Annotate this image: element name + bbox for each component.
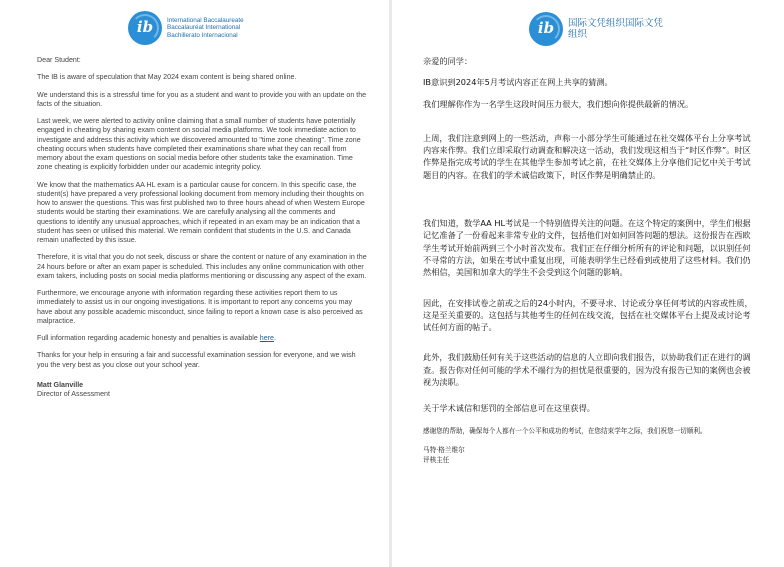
full-info-line: Full information regarding academic honesty and penalties is available here.	[37, 334, 276, 342]
paragraph: The IB is aware of speculation that May 2024 exam content is being shared online.	[37, 73, 297, 82]
english-letter-page	[0, 0, 389, 567]
paragraph: Furthermore, we encourage anyone with information regarding these activities report them to us immediately to assist us in our ongoing investigations. It is important to report any concerns you may have about any possible academic misconduct, since failing to report a known case is also perceived as malpractice.	[37, 289, 363, 325]
letter-body-zh	[423, 55, 753, 465]
paragraph: Therefore, it is vital that you do not seek, discuss or share the content or nature of any examination in the 24 hours before or after an exam paper is scheduled. This includes any online communication with other exam takers, including posts on social media platforms mentioning or discussing any aspect of the exam.	[37, 253, 367, 280]
org-name-zh-line1: 国际文凭组织国际文凭	[568, 18, 664, 29]
letter-body	[37, 56, 367, 399]
ib-logo-icon: ib	[128, 11, 162, 45]
paragraph: 我们知道，数学AA HL考试是一个特别值得关注的问题。在这个特定的案例中，学生们根据记忆准备了一份看起来非常专业的文件，包括他们对如何回答问题的想法。这份报告在西欧学生考试开始前两到三个小时首次发布。我们正在仔细分析所有的评论和问题，以识别任何不寻常的方法，如果在考试中重复出现，可能表明学生已经看到或使用了这些材料。我们仍然相信，美国和加拿大的学生不会受到这个问题的影响。	[423, 218, 751, 278]
salutation: 亲爱的同学：	[423, 56, 473, 66]
org-name-es: Bachillerato Internacional	[167, 31, 238, 39]
paragraph: IB意识到2024年5月考试内容正在网上共享的猜测。	[423, 77, 613, 88]
paragraph: 此外，我们鼓励任何有关于这些活动的信息的人立即向我们报告，以协助我们正在进行的调查。报告你对任何可能的学术不端行为的担忧是很重要的，因为没有报告已知的案例也会被视为渎职。	[423, 352, 751, 388]
ib-logo-icon: ib	[529, 12, 563, 46]
ib-header	[128, 11, 244, 45]
org-name-zh-line2: 组织	[568, 29, 588, 40]
org-names	[167, 17, 244, 40]
paragraph: 上周，我们注意到网上的一些活动，声称一小部分学生可能通过在社交媒体平台上分享考试内容来作弊。我们立即采取行动调查和解决这一活动，我们发现这相当于“时区作弊”。时区作弊是指完成考试的学生在其他学生参加考试之前，在社交媒体上分享他们记忆中关于考试题目的内容。在我们的学术诚信政策下，时区作弊是明确禁止的。	[423, 132, 751, 180]
signer-title: Director of Assessment	[37, 390, 110, 398]
org-name-fr: Baccalauréat International	[167, 24, 241, 32]
org-names-zh	[568, 18, 663, 40]
signer-title: 评核主任	[423, 455, 450, 464]
closing: Thanks for your help in ensuring a fair and successful examination session for everyone, and we wish you the very best as you close out your school year.	[37, 351, 356, 369]
paragraph: We understand this is a stressful time for you as a student and want to provide you with an update on the facts of the situation.	[37, 90, 367, 108]
paragraph: We know that the mathematics AA HL exam is a particular cause for concern. In this specific case, the student(s) have prepared a very professional looking document from memory including their thoughts on how to answer the questions. This was first published two to three hours ahead of when Western Europe students would be starting their examinations. We are carefully analysing all the comments and questions to identify any unusual approaches, which if repeated in an exam may be an indication that a student has seen or utilised this material. We remain confident that students in the U.S. and Canada remain unaffected by this issue.	[37, 180, 365, 244]
here-link[interactable]: here	[259, 334, 274, 342]
org-name-en: International Baccalaureate	[167, 16, 244, 24]
paragraph: 我们理解你作为一名学生这段时间压力很大，我们想向你提供最新的情况。	[423, 98, 694, 109]
closing: 感谢您的帮助，确保每个人都有一个公平和成功的考试，在您结束学年之际，我们祝您一切顺利。	[423, 426, 707, 435]
ib-header-zh	[529, 12, 663, 46]
signature-block	[423, 446, 753, 465]
chinese-letter-page	[392, 0, 784, 567]
paragraph: 因此，在安排试卷之前或之后的24小时内，不要寻求、讨论或分享任何考试的内容或性质，这是至关重要的。这包括与其他考生的任何在线交流，包括在社交媒体平台上提及或讨论考试任何方面的帖子。	[423, 297, 753, 333]
salutation: Dear Student:	[37, 56, 81, 64]
signer-name: 马特·格兰维尔	[423, 446, 465, 455]
paragraph: Last week, we were alerted to activity online claiming that a small number of students have potentially engaged in cheating by sharing exam content on social media platforms. We took immediate action to investigate and address this activity which we discovered amounted to "time zone cheating". Time zone cheating occurs when students have completed their examinations share what they can recall from memory about the exam questions on social media before other students take the examination. Time zone cheating is explicitly forbidden under our academic integrity policy.	[37, 117, 361, 172]
signer-name: Matt Glanville	[37, 380, 84, 389]
full-info-line: 关于学术诚信和惩罚的全部信息可在这里获得。	[423, 403, 595, 414]
signature-block	[37, 381, 367, 400]
